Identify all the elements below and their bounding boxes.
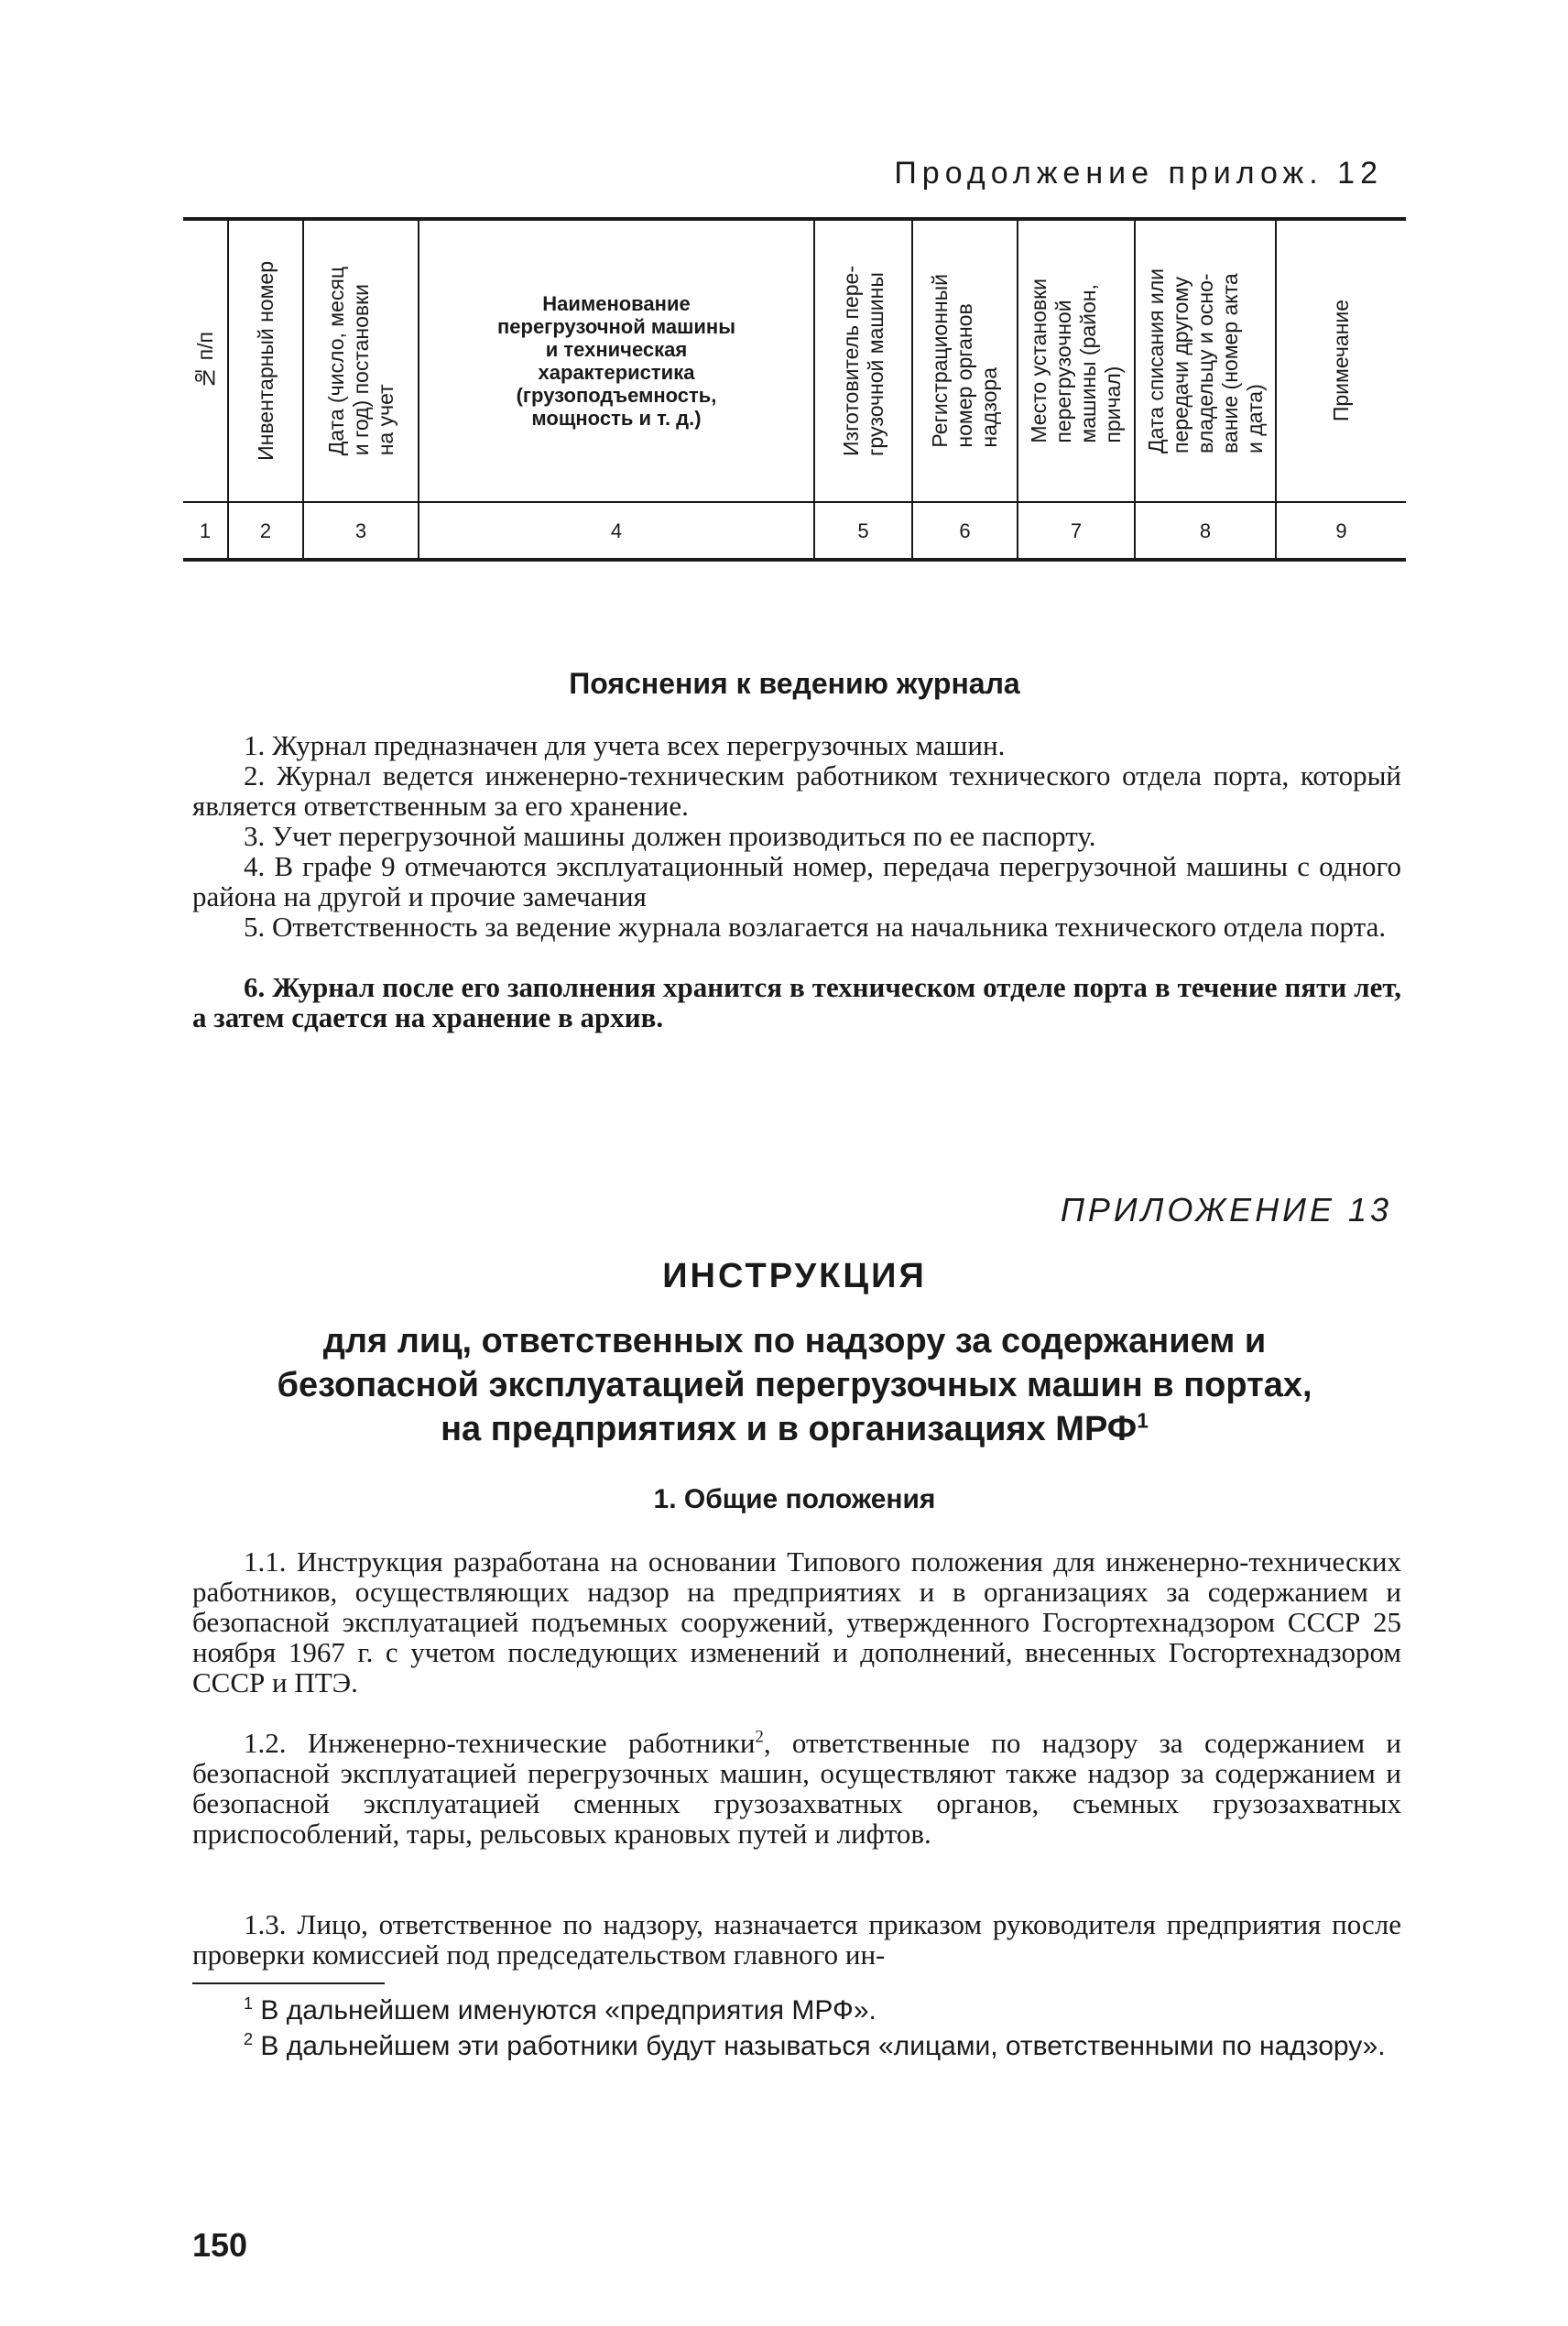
column-number: 1 — [199, 519, 212, 542]
header-text: Регистрационный номер органов надзора — [928, 274, 1001, 448]
explanation-item: 6. Журнал после его заполнения хранится в техническом отделе порта в течение пяти лет, а затем сдается на хранение в архив. — [192, 971, 1401, 1033]
table-header-cell — [1018, 223, 1134, 499]
explanation-item: 5. Ответственность за ведение журнала возлагается на начальника технического отдела порта. — [244, 911, 1387, 943]
paragraph-text: 1.2. Инженерно-технические работники — [244, 1727, 756, 1759]
table-header-cell — [815, 223, 911, 499]
table-header-cell — [183, 223, 227, 499]
continuation-label: Продолжение прилож. 12 — [894, 156, 1383, 191]
header-text: Наименование перегрузочной машины и техническая характеристика (грузоподъемность, мощность и т. д.) — [496, 292, 736, 430]
page-number: 150 — [192, 2226, 248, 2264]
column-number: 9 — [1335, 519, 1347, 542]
table-header-cell — [1277, 223, 1406, 499]
header-text: Дата (число, месяц и год) постановки на учет — [323, 266, 397, 456]
column-number: 3 — [354, 519, 367, 542]
footnote-2 — [192, 2031, 1401, 2061]
table-header-cell — [1136, 223, 1275, 499]
footnote-mark: 2 — [755, 1727, 764, 1747]
instruction-subtitle — [183, 1319, 1406, 1451]
paragraph-1-3: 1.3. Лицо, ответственное по надзору, назначается приказом руководителя предприятия после проверки комиссией под председательством главного ин- — [192, 1908, 1401, 1971]
explanations-title: Пояснения к ведению журнала — [569, 667, 1020, 700]
explanation-item: 3. Учет перегрузочной машины должен производиться по ее паспорту. — [244, 820, 1096, 852]
footnote-text: В дальнейшем именуются «предприятия МРФ». — [253, 1995, 877, 2026]
column-number: 7 — [1070, 519, 1083, 542]
subtitle-line-text: на предприятиях и в организациях МРФ — [441, 1410, 1138, 1448]
footnote-1 — [192, 1995, 1401, 2026]
header-text: № п/п — [192, 332, 217, 390]
table-header-cell — [419, 223, 813, 499]
table-header-cell — [913, 223, 1017, 499]
header-text: Дата списания или передачи другому владельцу и осно- вание (номер акта и дата) — [1143, 268, 1267, 453]
header-text: Изготовитель пере- грузочной машины — [838, 266, 887, 456]
subtitle-line: для лиц, ответственных по надзору за содержанием и — [322, 1322, 1267, 1360]
footnote-text: В дальнейшем эти работники будут называться «лицами, ответственными по надзору». — [253, 2031, 1386, 2061]
header-text: Место установки перегрузочной машины (район, причал) — [1027, 278, 1125, 443]
paragraph-text: , ответственные по надзору за содержанием и безопасной эксплуатацией перегрузочных машин, осуществляют также надзор за содержанием и безопасной эксплуатацией сменных грузозахватных органов, съемных грузозахватных приспособлений, тары, рельсовых крановых путей и лифтов. — [192, 1727, 1401, 1850]
footnote-rule — [192, 1982, 385, 1984]
paragraph-1-2 — [192, 1728, 1401, 1849]
column-number: 5 — [857, 519, 869, 542]
column-number: 4 — [610, 519, 623, 542]
table-header-rule — [183, 501, 1406, 503]
explanation-item: 2. Журнал ведется инженерно-техническим работником технического отдела порта, который является ответственным за его хранение. — [192, 759, 1401, 822]
header-text: Примечание — [1329, 300, 1353, 422]
subtitle-line — [183, 1407, 1406, 1451]
instruction-title: ИНСТРУКЦИЯ — [662, 1257, 927, 1295]
appendix-label: ПРИЛОЖЕНИЕ 13 — [1060, 1191, 1392, 1229]
column-number: 6 — [959, 519, 971, 542]
table-header-cell — [304, 223, 418, 499]
footnote-mark: 2 — [244, 2030, 254, 2048]
table-header-cell — [229, 223, 302, 499]
paragraph-1-1: 1.1. Инструкция разработана на основании Типового положения для инженерно-технических работников, осуществляющих надзор на предприятиях и в организациях за содержанием и безопасной эксплуатацией подъемных сооружений, утвержденного Госгортехнадзором СССР 25 ноября 1967 г. с учетом последующих изменений и дополнений, внесенных Госгортехнадзором СССР и ПТЭ. — [192, 1545, 1401, 1698]
footnote-mark: 1 — [244, 1994, 254, 2013]
table-bottom-rule — [183, 558, 1406, 562]
subtitle-line: безопасной эксплуатацией перегрузочных машин в портах, — [277, 1366, 1312, 1404]
explanation-item: 4. В графе 9 отмечаются эксплуатационный номер, передача перегрузочной машины с одного района на другой и прочие замечания — [192, 850, 1401, 912]
table-top-rule — [183, 217, 1406, 221]
footnote-mark: 1 — [1137, 1408, 1149, 1433]
column-number: 2 — [259, 519, 272, 542]
header-text: Инвентарный номер — [253, 261, 278, 461]
column-number: 8 — [1199, 519, 1212, 542]
explanation-item: 1. Журнал предназначен для учета всех перегрузочных машин. — [244, 729, 1006, 761]
section-title: 1. Общие положения — [653, 1484, 936, 1514]
